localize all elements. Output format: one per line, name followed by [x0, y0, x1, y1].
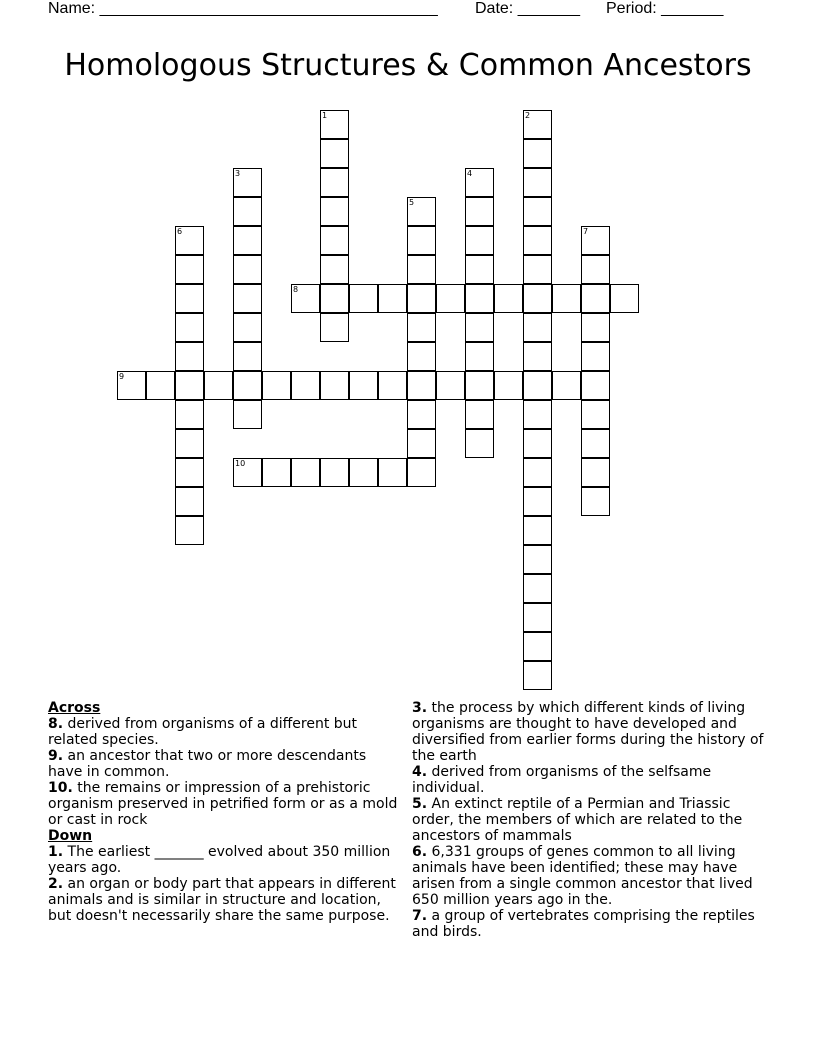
clue-number: 6.	[412, 844, 428, 860]
crossword-cell[interactable]	[349, 458, 378, 487]
cell-number-label: 2	[525, 111, 531, 120]
crossword-cell[interactable]	[233, 458, 262, 487]
clue-down-1	[48, 844, 403, 876]
clue-text: an organ or body part that appears in different animals and is similar in structure and location, but doesn't necessarily share the same purpose.	[48, 876, 396, 924]
crossword-cell[interactable]	[320, 139, 349, 168]
clue-text: derived from organisms of the selfsame individual.	[412, 764, 712, 796]
crossword-cell[interactable]	[523, 487, 552, 516]
clue-text: The earliest _______ evolved about 350 million years ago.	[48, 844, 391, 876]
crossword-cell[interactable]	[291, 284, 320, 313]
crossword-cell[interactable]	[523, 226, 552, 255]
crossword-cell[interactable]	[320, 458, 349, 487]
crossword-cell[interactable]	[291, 371, 320, 400]
crossword-cell[interactable]	[320, 284, 349, 313]
cell-number-label: 4	[467, 169, 473, 178]
clue-text: An extinct reptile of a Permian and Triassic order, the members of which are related to the ancestors of mammals	[412, 796, 743, 844]
clue-number: 4.	[412, 764, 428, 780]
clues-right-column	[412, 700, 772, 940]
crossword-cell[interactable]	[494, 371, 523, 400]
page-title: Homologous Structures & Common Ancestors	[64, 48, 752, 83]
crossword-cell[interactable]	[175, 458, 204, 487]
crossword-cell[interactable]	[407, 400, 436, 429]
crossword-cell[interactable]	[175, 516, 204, 545]
crossword-cell[interactable]	[581, 487, 610, 516]
crossword-cell[interactable]	[320, 110, 349, 139]
clue-number: 10.	[48, 780, 73, 796]
crossword-cell[interactable]	[320, 197, 349, 226]
cell-number-label: 7	[583, 227, 589, 236]
crossword-cell[interactable]	[233, 284, 262, 313]
crossword-cell[interactable]	[523, 574, 552, 603]
crossword-cell[interactable]	[523, 197, 552, 226]
crossword-cell[interactable]	[175, 284, 204, 313]
cell-number-label: 9	[119, 372, 125, 381]
crossword-cell[interactable]	[581, 429, 610, 458]
crossword-cell[interactable]	[581, 458, 610, 487]
clue-across-8	[48, 716, 403, 748]
crossword-cell[interactable]	[175, 487, 204, 516]
clue-down-5	[412, 796, 772, 844]
crossword-cell[interactable]	[581, 400, 610, 429]
crossword-cell[interactable]	[378, 371, 407, 400]
crossword-cell[interactable]	[523, 516, 552, 545]
clue-text: derived from organisms of a different but related species.	[48, 716, 358, 748]
crossword-cell[interactable]	[465, 197, 494, 226]
crossword-cell[interactable]	[233, 197, 262, 226]
crossword-cell[interactable]	[465, 342, 494, 371]
cell-number-label: 5	[409, 198, 415, 207]
crossword-cell[interactable]	[407, 255, 436, 284]
clue-across-9	[48, 748, 403, 780]
crossword-cell[interactable]	[117, 371, 146, 400]
date-field[interactable]: Date: _______	[475, 0, 580, 17]
clue-number: 3.	[412, 700, 428, 716]
crossword-cell[interactable]	[233, 342, 262, 371]
clue-across-10	[48, 780, 403, 828]
crossword-cell[interactable]	[523, 371, 552, 400]
crossword-cell[interactable]	[552, 284, 581, 313]
crossword-cell[interactable]	[523, 400, 552, 429]
crossword-cell[interactable]	[320, 168, 349, 197]
crossword-cell[interactable]	[552, 371, 581, 400]
crossword-cell[interactable]	[465, 371, 494, 400]
crossword-cell[interactable]	[523, 110, 552, 139]
crossword-cell[interactable]	[233, 168, 262, 197]
crossword-cell[interactable]	[523, 661, 552, 690]
crossword-cell[interactable]	[349, 284, 378, 313]
crossword-cell[interactable]	[378, 284, 407, 313]
crossword-cell[interactable]	[175, 400, 204, 429]
crossword-cell[interactable]	[175, 342, 204, 371]
clue-text: 6,331 groups of genes common to all living animals have been identified; these may have arisen from a single common ancestor that lived 650 million years ago in the.	[412, 844, 753, 908]
crossword-cell[interactable]	[581, 342, 610, 371]
down-heading: Down	[48, 828, 93, 844]
crossword-cell[interactable]	[523, 255, 552, 284]
crossword-cell[interactable]	[523, 342, 552, 371]
crossword-cell[interactable]	[465, 429, 494, 458]
clue-down-2	[48, 876, 403, 924]
crossword-cell[interactable]	[175, 371, 204, 400]
name-field[interactable]: Name: ______________________________________	[48, 0, 438, 17]
clue-number: 8.	[48, 716, 64, 732]
crossword-cell[interactable]	[494, 284, 523, 313]
clue-down-3	[412, 700, 772, 764]
crossword-cell[interactable]	[204, 371, 233, 400]
crossword-cell[interactable]	[233, 313, 262, 342]
crossword-cell[interactable]	[465, 400, 494, 429]
crossword-cell[interactable]	[523, 139, 552, 168]
crossword-cell[interactable]	[581, 226, 610, 255]
crossword-cell[interactable]	[581, 255, 610, 284]
crossword-cell[interactable]	[407, 342, 436, 371]
crossword-cell[interactable]	[320, 226, 349, 255]
crossword-cell[interactable]	[291, 458, 320, 487]
crossword-cell[interactable]	[175, 313, 204, 342]
crossword-cell[interactable]	[523, 458, 552, 487]
clue-text: an ancestor that two or more descendants have in common.	[48, 748, 367, 780]
crossword-cell[interactable]	[581, 313, 610, 342]
cell-number-label: 3	[235, 169, 241, 178]
crossword-cell[interactable]	[407, 429, 436, 458]
crossword-cell[interactable]	[523, 313, 552, 342]
crossword-cell[interactable]	[610, 284, 639, 313]
crossword-cell[interactable]	[465, 226, 494, 255]
crossword-cell[interactable]	[523, 545, 552, 574]
crossword-cell[interactable]	[262, 371, 291, 400]
crossword-cell[interactable]	[320, 371, 349, 400]
crossword-cell[interactable]	[407, 313, 436, 342]
crossword-cell[interactable]	[407, 197, 436, 226]
crossword-cell[interactable]	[320, 313, 349, 342]
clue-number: 2.	[48, 876, 64, 892]
crossword-cell[interactable]	[175, 429, 204, 458]
crossword-cell[interactable]	[436, 284, 465, 313]
crossword-cell[interactable]	[581, 284, 610, 313]
crossword-cell[interactable]	[407, 458, 436, 487]
across-heading: Across	[48, 700, 101, 716]
clue-number: 1.	[48, 844, 64, 860]
clue-down-4	[412, 764, 772, 796]
crossword-cell[interactable]	[175, 255, 204, 284]
crossword-cell[interactable]	[233, 371, 262, 400]
crossword-cell[interactable]	[349, 371, 378, 400]
crossword-cell[interactable]	[465, 284, 494, 313]
crossword-cell[interactable]	[146, 371, 175, 400]
crossword-cell[interactable]	[262, 458, 291, 487]
clue-number: 5.	[412, 796, 428, 812]
crossword-cell[interactable]	[465, 255, 494, 284]
clue-number: 9.	[48, 748, 64, 764]
clue-text: the process by which different kinds of living organisms are thought to have developed and diversified from earlier forms during the history of the earth	[412, 700, 764, 764]
clue-text: a group of vertebrates comprising the reptiles and birds.	[412, 908, 755, 940]
crossword-cell[interactable]	[523, 284, 552, 313]
crossword-cell[interactable]	[465, 168, 494, 197]
crossword-cell[interactable]	[523, 603, 552, 632]
clues-left-column	[48, 700, 403, 924]
clue-down-7	[412, 908, 772, 940]
cell-number-label: 6	[177, 227, 183, 236]
clue-number: 7.	[412, 908, 428, 924]
cell-number-label: 1	[322, 111, 328, 120]
crossword-cell[interactable]	[233, 400, 262, 429]
crossword-cell[interactable]	[581, 371, 610, 400]
crossword-cell[interactable]	[320, 255, 349, 284]
crossword-cell[interactable]	[436, 371, 465, 400]
cell-number-label: 8	[293, 285, 299, 294]
crossword-cell[interactable]	[523, 429, 552, 458]
crossword-cell[interactable]	[523, 168, 552, 197]
cell-number-label: 10	[235, 459, 246, 468]
period-field[interactable]: Period: _______	[606, 0, 724, 17]
crossword-cell[interactable]	[175, 226, 204, 255]
clue-down-6	[412, 844, 772, 908]
crossword-cell[interactable]	[407, 226, 436, 255]
crossword-cell[interactable]	[465, 313, 494, 342]
crossword-cell[interactable]	[407, 371, 436, 400]
crossword-cell[interactable]	[378, 458, 407, 487]
crossword-cell[interactable]	[233, 226, 262, 255]
crossword-cell[interactable]	[233, 255, 262, 284]
clue-text: the remains or impression of a prehistoric organism preserved in petrified form or as a mold or cast in rock	[48, 780, 398, 828]
crossword-cell[interactable]	[407, 284, 436, 313]
crossword-cell[interactable]	[523, 632, 552, 661]
